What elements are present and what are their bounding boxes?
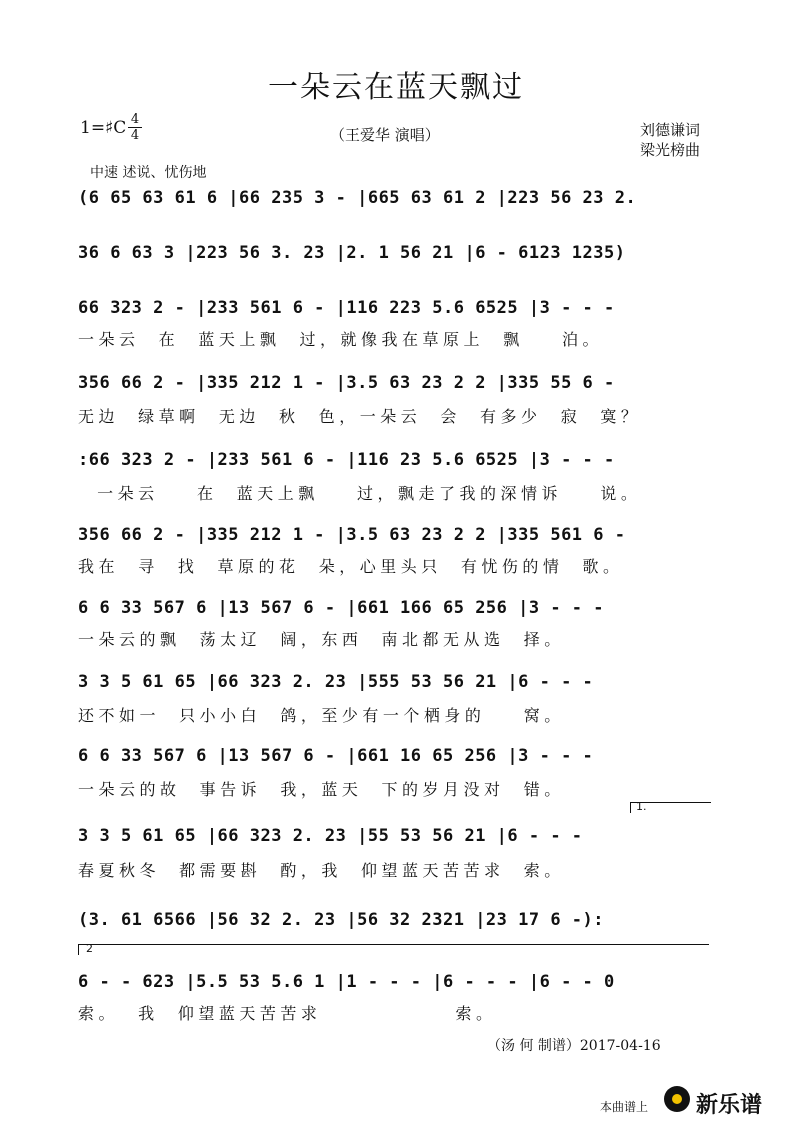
volta-1-label: 1. (636, 800, 647, 813)
transcriber-credit: （汤 何 制谱）2017-04-16 (487, 1038, 661, 1054)
performer: （王爱华 演唱） (330, 126, 440, 144)
volta-bracket-2 (78, 944, 709, 955)
notation-line: 3 3 5 61 65 |66 323 2. 23 |555 53 56 21 |6 - - - (78, 672, 594, 692)
brand-name: 新乐谱 (696, 1093, 763, 1118)
lyricist: 刘德谦词 (640, 121, 701, 139)
notation-line: :66 323 2 - |233 561 6 - |116 23 5.6 6525 |3 - - - (78, 450, 615, 470)
lyric-line: 索。 我 仰望蓝天苦苦求 索。 (78, 1004, 497, 1023)
volta-2-label: 2 (86, 942, 93, 955)
time-signature-bottom: 4 (130, 128, 140, 143)
composer: 梁光榜曲 (640, 141, 701, 159)
notation-line: (3. 61 6566 |56 32 2. 23 |56 32 2321 |23 17 6 -): (78, 910, 605, 930)
tempo-marking: 中速 述说、忧伤地 (90, 165, 207, 181)
lyric-line: 一朵云的故 事告诉 我，蓝天 下的岁月没对 错。 (78, 780, 565, 799)
notation-line: 6 - - 623 |5.5 53 5.6 1 |1 - - - |6 - - - |6 - - 0 (78, 972, 615, 992)
key-signature: 1=♯C (80, 118, 127, 138)
lyric-line: 还不如一 只小小白 鸽，至少有一个栖身的 窝。 (78, 706, 565, 725)
notation-line: (6 65 63 61 6 |66 235 3 - |665 63 61 2 |223 56 23 2. (78, 188, 637, 208)
notation-line: 66 323 2 - |233 561 6 - |116 223 5.6 6525 |3 - - - (78, 298, 615, 318)
lyric-line: 无边 绿草啊 无边 秋 色，一朵云 会 有多少 寂 寞？ (78, 407, 642, 426)
brand-caption: 本曲谱上 (600, 1100, 649, 1114)
time-signature (128, 113, 142, 142)
brand-logo-icon (664, 1086, 690, 1112)
notation-line: 6 6 33 567 6 |13 567 6 - |661 16 65 256 |3 - - - (78, 746, 594, 766)
lyric-line: 一朵云 在 蓝天上飘 过，飘走了我的深情诉 说。 (78, 484, 642, 503)
song-title: 一朵云在蓝天飘过 (268, 70, 524, 105)
notation-line: 356 66 2 - |335 212 1 - |3.5 63 23 2 2 |335 561 6 - (78, 525, 626, 545)
notation-line: 36 6 63 3 |223 56 3. 23 |2. 1 56 21 |6 - 6123 1235) (78, 243, 626, 263)
lyric-line: 我在 寻 找 草原的花 朵，心里头只 有忧伤的情 歌。 (78, 557, 624, 576)
lyric-line: 一朵云的飘 荡太辽 阔，东西 南北都无从选 择。 (78, 630, 565, 649)
credits (640, 120, 700, 160)
notation-line: 356 66 2 - |335 212 1 - |3.5 63 23 2 2 |335 55 6 - (78, 373, 615, 393)
lyric-line: 一朵云 在 蓝天上飘 过，就像我在草原上 飘 泊。 (78, 330, 604, 349)
lyric-line: 春夏秋冬 都需要斟 酌，我 仰望蓝天苦苦求 索。 (78, 861, 565, 880)
notation-line: 3 3 5 61 65 |66 323 2. 23 |55 53 56 21 |6 - - - (78, 826, 583, 846)
time-signature-top: 4 (130, 112, 140, 127)
notation-line: 6 6 33 567 6 |13 567 6 - |661 166 65 256 |3 - - - (78, 598, 605, 618)
